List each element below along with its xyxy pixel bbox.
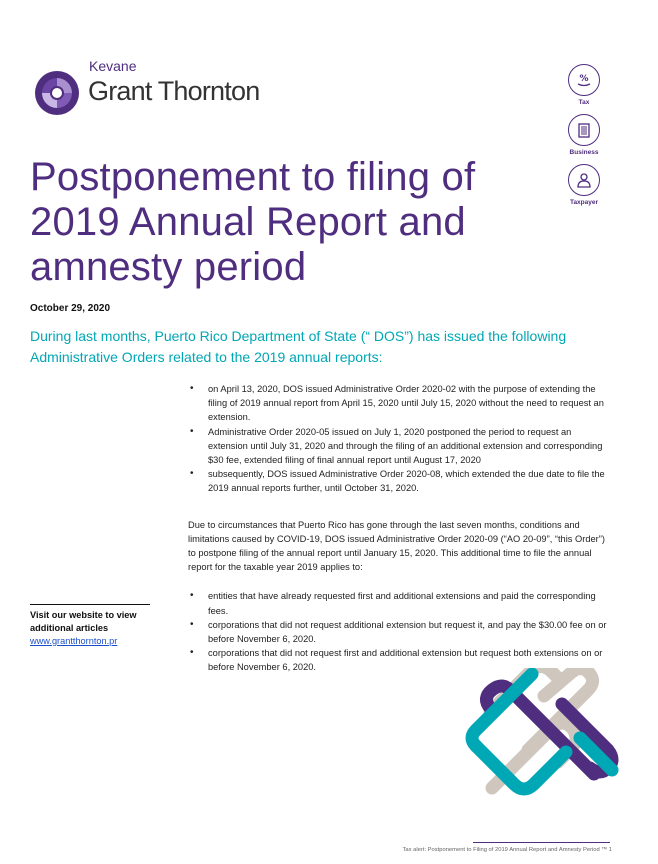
website-heading: Visit our website to view additional articles	[30, 610, 137, 633]
page-footer: Tax alert: Postponement to Filing of 2019 Annual Report and Amnesty Period ™ 1	[402, 847, 612, 853]
company-logo	[34, 58, 274, 118]
building-icon	[568, 114, 600, 146]
category-business	[562, 114, 606, 156]
person-icon	[568, 164, 600, 196]
orders-list	[188, 382, 613, 496]
category-label: Tax	[578, 99, 590, 106]
publish-date: October 29, 2020	[30, 303, 111, 314]
website-link[interactable]: www.grantthornton.pr	[30, 636, 118, 646]
grant-thornton-logo-icon	[34, 70, 80, 116]
list-item: • subsequently, DOS issued Administrative Order 2020-08, which extended the due date to file the 2019 annual reports further, until October 31, 2020.	[190, 468, 605, 494]
category-icons	[562, 64, 606, 214]
list-item: • entities that have already requested first and additional extensions and paid the corresponding fees.	[190, 590, 596, 616]
category-tax	[562, 64, 606, 106]
category-taxpayer	[562, 164, 606, 206]
applies-to-list	[188, 589, 613, 674]
logo-top-text: Kevane	[89, 58, 137, 74]
footer-divider	[473, 842, 610, 843]
category-label: Taxpayer	[569, 199, 599, 206]
list-item: • Administrative Order 2020-05 issued on July 1, 2020 postponed the period to request an extension until July 31, 2020 and through the filing of an additional extension and corresponding $30 fee, extended filing of final annual report until August 17, 2020	[190, 425, 603, 466]
category-label: Business	[569, 149, 599, 156]
decorative-ribbon-graphic	[462, 668, 622, 803]
lead-paragraph: During last months, Puerto Rico Department of State (“ DOS”) has issued the following Administrative Orders related to the 2019 annual reports:	[30, 328, 567, 365]
svg-text:%: %	[579, 74, 589, 84]
percent-hand-icon	[568, 64, 600, 96]
list-item: • corporations that did not request additional extension but request it, and pay the $30.00 fee on or before November 6, 2020.	[190, 618, 607, 645]
website-callout	[30, 604, 150, 648]
logo-main-text: Grant Thornton	[88, 76, 260, 106]
page-title: Postponement to filing of 2019 Annual Report and amnesty period	[30, 155, 476, 289]
article-body	[188, 382, 613, 675]
body-paragraph: Due to circumstances that Puerto Rico has gone through the last seven months, conditions and limitations caused by COVID-19, DOS issued Administrative Order 2020-09 (“AO 20-09”, “this Order”) to postpone filing of the annual report until January 15, 2020. This additional time to file the annual report for the taxable year 2019 applies to:	[188, 519, 605, 573]
list-item: • on April 13, 2020, DOS issued Administrative Order 2020-02 with the purpose of extending the filing of 2019 annual report from April 15, 2020 until July 15, 2020 without the need to request an extension.	[190, 383, 604, 423]
list-item: • corporations that did not request first and additional extension but request both extensions on or before November 6, 2020.	[190, 647, 603, 673]
